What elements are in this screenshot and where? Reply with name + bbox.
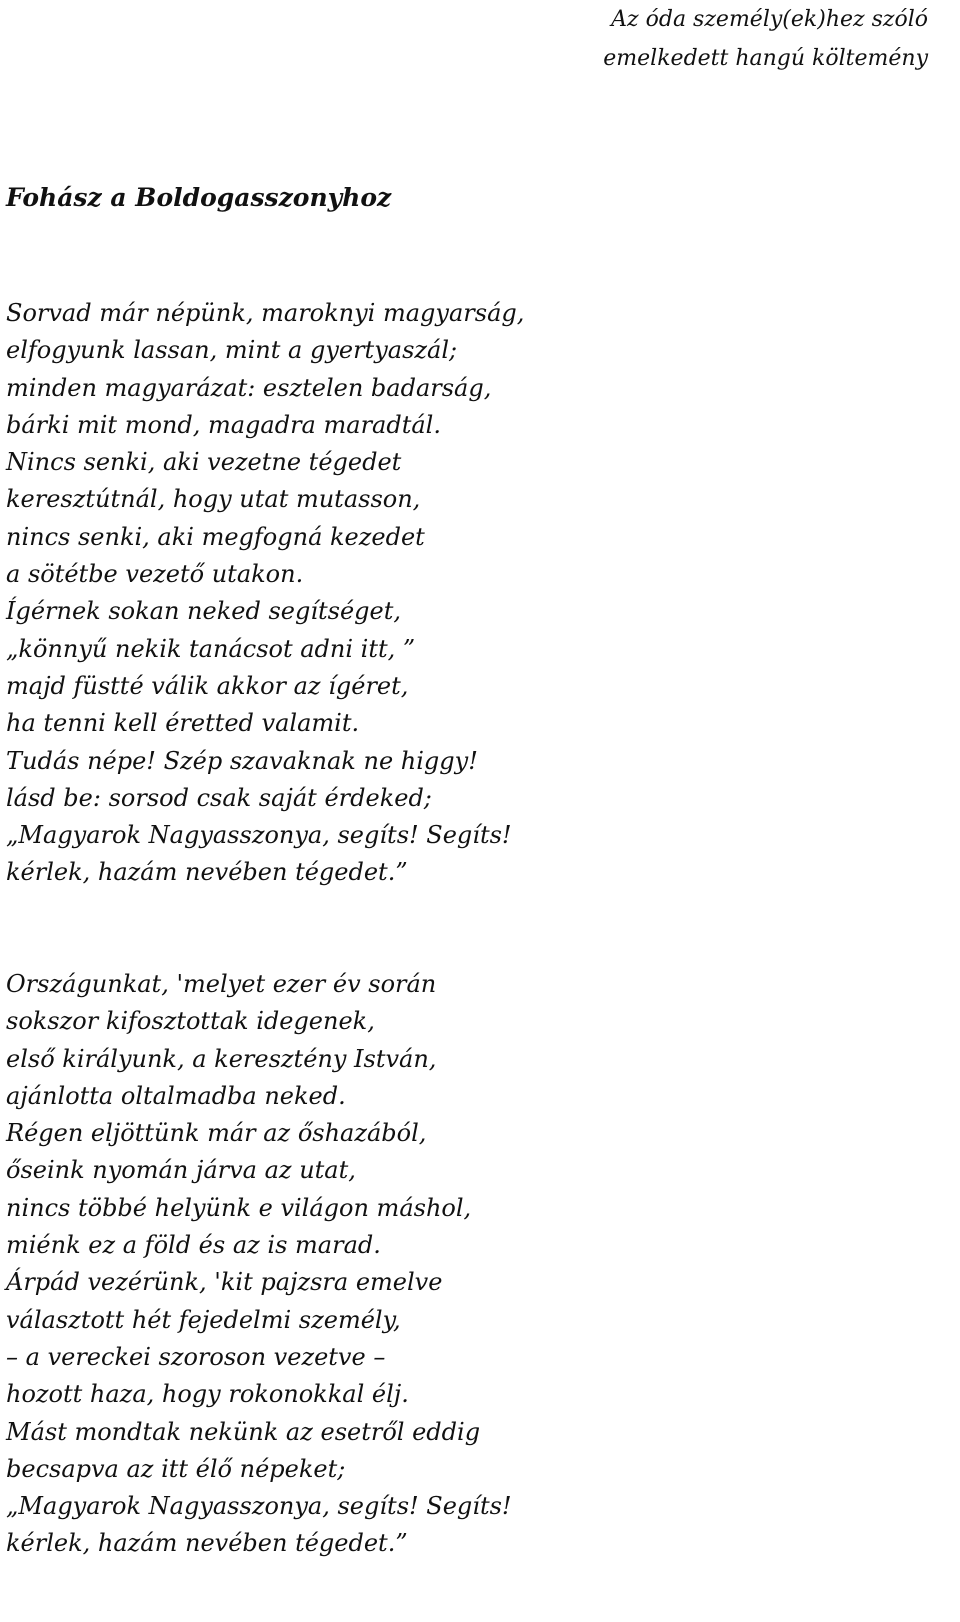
stanza-2 (6, 966, 512, 1563)
stanza-1 (6, 295, 524, 892)
poem-line: ha tenni kell éretted valamit. (6, 709, 360, 738)
poem-line: lásd be: sorsod csak saját érdeked; (6, 783, 432, 812)
poem-line: Tudás népe! Szép szavaknak ne higgy! (6, 746, 478, 775)
poem-line: választott hét fejedelmi személy, (6, 1305, 401, 1334)
poem-line: Nincs senki, aki vezetne tégedet (6, 448, 402, 477)
poem-line: miénk ez a föld és az is marad. (6, 1231, 381, 1260)
poem-line: Országunkat, 'melyet ezer év során (6, 970, 437, 998)
poem-line: ajánlotta oltalmadba neked. (6, 1081, 346, 1110)
poem-line: első királyunk, a keresztény István, (6, 1044, 437, 1073)
poem-line: keresztútnál, hogy utat mutasson, (6, 485, 421, 514)
poem-line: „Magyarok Nagyasszonya, segíts! Segíts! (6, 1492, 512, 1521)
poem-line: Árpád vezérünk, 'kit pajzsra emelve (6, 1268, 443, 1297)
poem-line: Mást mondtak nekünk az esetről eddig (6, 1417, 481, 1446)
poem-line: nincs többé helyünk e világon máshol, (6, 1193, 472, 1222)
poem-line: „könnyű nekik tanácsot adni itt, ” (6, 634, 416, 663)
poem-line: Ígérnek sokan neked segítséget, (6, 597, 402, 626)
poem-line: őseink nyomán járva az utat, (6, 1156, 356, 1185)
poem-line: kérlek, hazám nevében tégedet.” (6, 1529, 408, 1558)
poem-line: Sorvad már népünk, maroknyi magyarság, (6, 299, 525, 327)
header-note-line: Az óda személy(ek)hez szóló (611, 7, 928, 32)
poem-line: minden magyarázat: esztelen badarság, (6, 373, 492, 402)
poem-line: a sötétbe vezető utakon. (6, 560, 304, 589)
poem-line: „Magyarok Nagyasszonya, segíts! Segíts! (6, 821, 512, 850)
poem-line: sokszor kifosztottak idegenek, (6, 1007, 375, 1036)
poem-line: becsapva az itt élő népeket; (6, 1454, 346, 1483)
poem-line: – a vereckei szoroson vezetve – (6, 1342, 386, 1371)
poem-line: elfogyunk lassan, mint a gyertyaszál; (6, 336, 458, 365)
header-note-line: emelkedett hangú költemény (603, 46, 928, 71)
poem-line: majd füstté válik akkor az ígéret, (6, 671, 409, 700)
header-note (603, 0, 928, 78)
poem-title: Fohász a Boldogasszonyhoz (6, 183, 392, 212)
poem-line: hozott haza, hogy rokonokkal élj. (6, 1380, 409, 1409)
poem-line: nincs senki, aki megfogná kezedet (6, 522, 425, 551)
poem-line: bárki mit mond, magadra maradtál. (6, 410, 441, 439)
poem-line: kérlek, hazám nevében tégedet.” (6, 858, 408, 887)
poem-line: Régen eljöttünk már az őshazából, (6, 1119, 427, 1148)
